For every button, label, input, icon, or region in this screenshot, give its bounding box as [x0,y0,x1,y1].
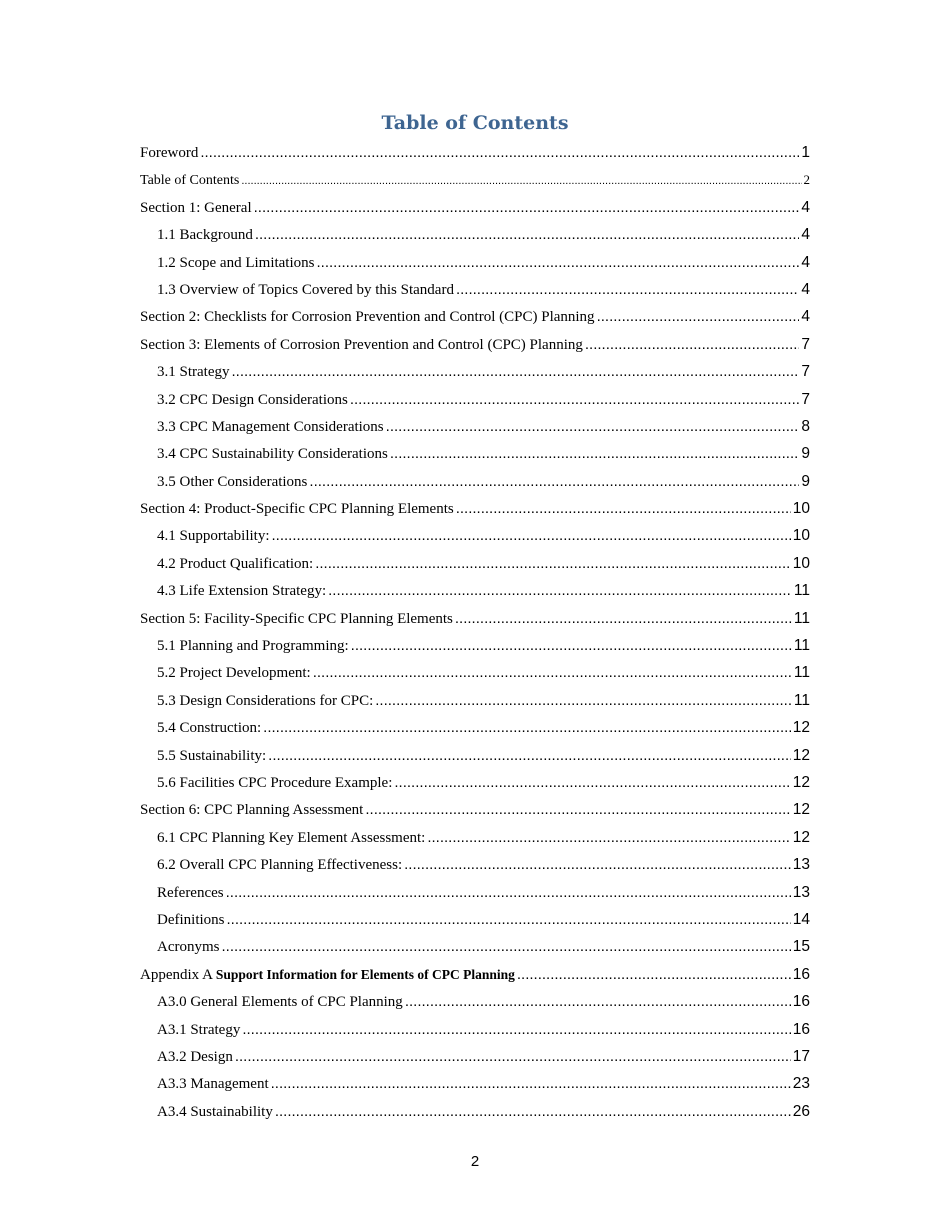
toc-entry-page: 13 [792,883,810,901]
toc-entry-1-1[interactable] [140,221,810,248]
toc-entry-label: 3.1 Strategy [157,364,230,381]
dot-leader [351,632,792,659]
toc-entry-page: 10 [792,527,810,545]
toc-entry-page: 1 [801,144,810,161]
toc-entry-label: 5.3 Design Considerations for CPC: [157,692,374,709]
toc-entry-6-1[interactable] [140,824,810,851]
dot-leader [222,933,791,960]
toc-entry-page: 12 [792,801,810,819]
toc-entry-page: 4 [801,280,810,298]
dot-leader [313,659,792,686]
toc-entry-section-1[interactable] [140,194,810,221]
toc-entry-page: 23 [792,1075,810,1093]
toc-entry-page: 11 [793,664,810,682]
toc-entry-page: 4 [801,226,810,244]
dot-leader [386,413,800,440]
toc-entry-section-5[interactable] [140,605,810,632]
dot-leader [394,769,790,796]
toc-entry-a3-4[interactable] [140,1098,810,1125]
toc-entry-page: 4 [801,198,810,216]
dot-leader [350,386,800,413]
toc-entry-label: References [157,884,224,901]
toc-entry-3-4[interactable] [140,440,810,467]
dot-leader [456,276,799,303]
toc-entry-a3-2[interactable] [140,1043,810,1070]
toc-entry-label: 5.1 Planning and Programming: [157,638,349,655]
toc-entry-5-3[interactable] [140,687,810,714]
dot-leader [328,577,792,604]
toc-entry-foreword[interactable] [140,139,810,166]
toc-entry-appendix-a[interactable] [140,961,810,988]
toc-entry-label: Section 4: Product-Specific CPC Planning Elements [140,501,454,518]
toc-entry-6-2[interactable] [140,851,810,878]
toc-entry-label: A3.2 Design [157,1048,233,1065]
toc-entry-page: 12 [792,828,810,846]
toc-entry-label: 5.5 Sustainability: [157,747,267,764]
dot-leader [405,988,791,1015]
toc-entry-3-1[interactable] [140,358,810,385]
toc-entry-label: Section 2: Checklists for Corrosion Prevention and Control (CPC) Planning [140,309,595,326]
toc-entry-a3-3[interactable] [140,1070,810,1097]
toc-entry-label-prefix: Appendix A [140,966,216,983]
toc-entry-3-3[interactable] [140,413,810,440]
toc-entry-definitions[interactable] [140,906,810,933]
dot-leader [404,851,791,878]
toc-entry-label: 1.2 Scope and Limitations [157,254,315,271]
toc-entry-label: 3.3 CPC Management Considerations [157,418,384,435]
toc-entry-label: 5.2 Project Development: [157,665,311,682]
toc-entry-4-2[interactable] [140,550,810,577]
toc-entry-section-3[interactable] [140,331,810,358]
toc-entry-page: 14 [792,910,810,928]
toc-entry-page: 8 [801,417,810,435]
dot-leader [375,687,792,714]
toc-entry-page: 7 [801,363,810,381]
toc-entry-a3-1[interactable] [140,1016,810,1043]
toc-entry-page: 13 [792,856,810,874]
toc-entry-label: Section 1: General [140,199,252,216]
toc-entry-label: A3.1 Strategy [157,1021,241,1038]
dot-leader [271,1070,791,1097]
dot-leader [365,796,790,823]
toc-entry-label: 3.2 CPC Design Considerations [157,391,348,408]
dot-leader [254,194,800,221]
toc-entry-4-1[interactable] [140,522,810,549]
toc-entry-1-3[interactable] [140,276,810,303]
toc-entry-page: 11 [793,582,810,600]
toc-entry-acronyms[interactable] [140,933,810,960]
toc-entry-label: 1.1 Background [157,227,253,244]
toc-title: Table of Contents [381,112,569,134]
toc-entry-label: A3.3 Management [157,1076,269,1093]
toc-entry-5-1[interactable] [140,632,810,659]
toc-entry-table-of-contents[interactable] [140,166,810,193]
toc-entry-5-4[interactable] [140,714,810,741]
toc-entry-page: 11 [793,691,810,709]
toc-entry-label: Definitions [157,911,225,928]
toc-entry-page: 16 [792,1020,810,1038]
table-of-contents [140,139,810,1125]
toc-entry-label: Section 6: CPC Planning Assessment [140,802,364,819]
dot-leader [517,961,791,988]
toc-entry-label: A3.4 Sustainability [157,1103,273,1120]
dot-leader [241,168,801,193]
toc-entry-page: 11 [793,637,810,655]
dot-leader [255,221,800,248]
toc-entry-label: Table of Contents [140,173,240,189]
dot-leader [200,139,799,166]
toc-entry-5-2[interactable] [140,659,810,686]
toc-entry-3-5[interactable] [140,468,810,495]
toc-entry-page: 12 [792,746,810,764]
dot-leader [268,742,791,769]
toc-entry-page: 2 [803,172,810,188]
toc-entry-label: 6.1 CPC Planning Key Element Assessment: [157,829,426,846]
toc-entry-a3-0[interactable] [140,988,810,1015]
toc-entry-page: 4 [801,308,810,326]
toc-entry-label: A3.0 General Elements of CPC Planning [157,994,403,1011]
toc-entry-label-bold: Support Information for Elements of CPC Planning [215,966,515,982]
toc-entry-section-2[interactable] [140,303,810,330]
dot-leader [456,495,791,522]
toc-entry-label: 4.2 Product Qualification: [157,555,314,572]
toc-entry-label: Acronyms [157,939,220,956]
dot-leader [235,1043,791,1070]
toc-entry-page: 26 [792,1102,810,1120]
dot-leader [390,440,800,467]
dot-leader [275,1098,791,1125]
dot-leader [242,1016,790,1043]
toc-entry-label: 5.4 Construction: [157,720,262,737]
toc-entry-page: 15 [792,938,810,956]
toc-entry-page: 10 [792,500,810,518]
toc-entry-5-6[interactable] [140,769,810,796]
toc-entry-label: 4.3 Life Extension Strategy: [157,583,327,600]
toc-entry-page: 7 [801,390,810,408]
toc-entry-label: 3.5 Other Considerations [157,473,308,490]
dot-leader [263,714,791,741]
toc-entry-references[interactable] [140,879,810,906]
dot-leader [597,303,800,330]
toc-entry-label: 3.4 CPC Sustainability Considerations [157,446,388,463]
dot-leader [309,468,799,495]
toc-entry-3-2[interactable] [140,386,810,413]
dot-leader [585,331,799,358]
dot-leader [272,522,791,549]
dot-leader [315,550,791,577]
toc-entry-page: 7 [801,335,810,353]
toc-entry-page: 9 [801,445,810,463]
dot-leader [316,249,799,276]
dot-leader [226,879,791,906]
toc-entry-label: 5.6 Facilities CPC Procedure Example: [157,774,393,791]
toc-entry-page: 12 [792,719,810,737]
dot-leader [227,906,791,933]
toc-entry-label [140,961,515,988]
toc-entry-4-3[interactable] [140,577,810,604]
toc-entry-page: 4 [801,253,810,271]
toc-entry-page: 10 [792,554,810,572]
toc-entry-section-4[interactable] [140,495,810,522]
toc-entry-5-5[interactable] [140,742,810,769]
toc-entry-page: 9 [801,472,810,490]
toc-entry-label: 1.3 Overview of Topics Covered by this Standard [157,281,454,298]
page-number: 2 [470,1153,480,1170]
toc-entry-page: 11 [793,609,810,627]
toc-entry-page: 12 [792,773,810,791]
toc-entry-label: Section 5: Facility-Specific CPC Planning Elements [140,610,453,627]
toc-entry-label: Foreword [140,145,199,161]
toc-entry-page: 16 [792,993,810,1011]
toc-entry-page: 17 [792,1047,810,1065]
toc-entry-label: 4.1 Supportability: [157,528,270,545]
toc-entry-page: 16 [792,965,810,983]
dot-leader [427,824,790,851]
dot-leader [232,358,800,385]
toc-entry-label: 6.2 Overall CPC Planning Effectiveness: [157,857,403,874]
toc-entry-section-6[interactable] [140,796,810,823]
toc-entry-label: Section 3: Elements of Corrosion Prevention and Control (CPC) Planning [140,336,583,353]
toc-entry-1-2[interactable] [140,249,810,276]
dot-leader [455,605,792,632]
